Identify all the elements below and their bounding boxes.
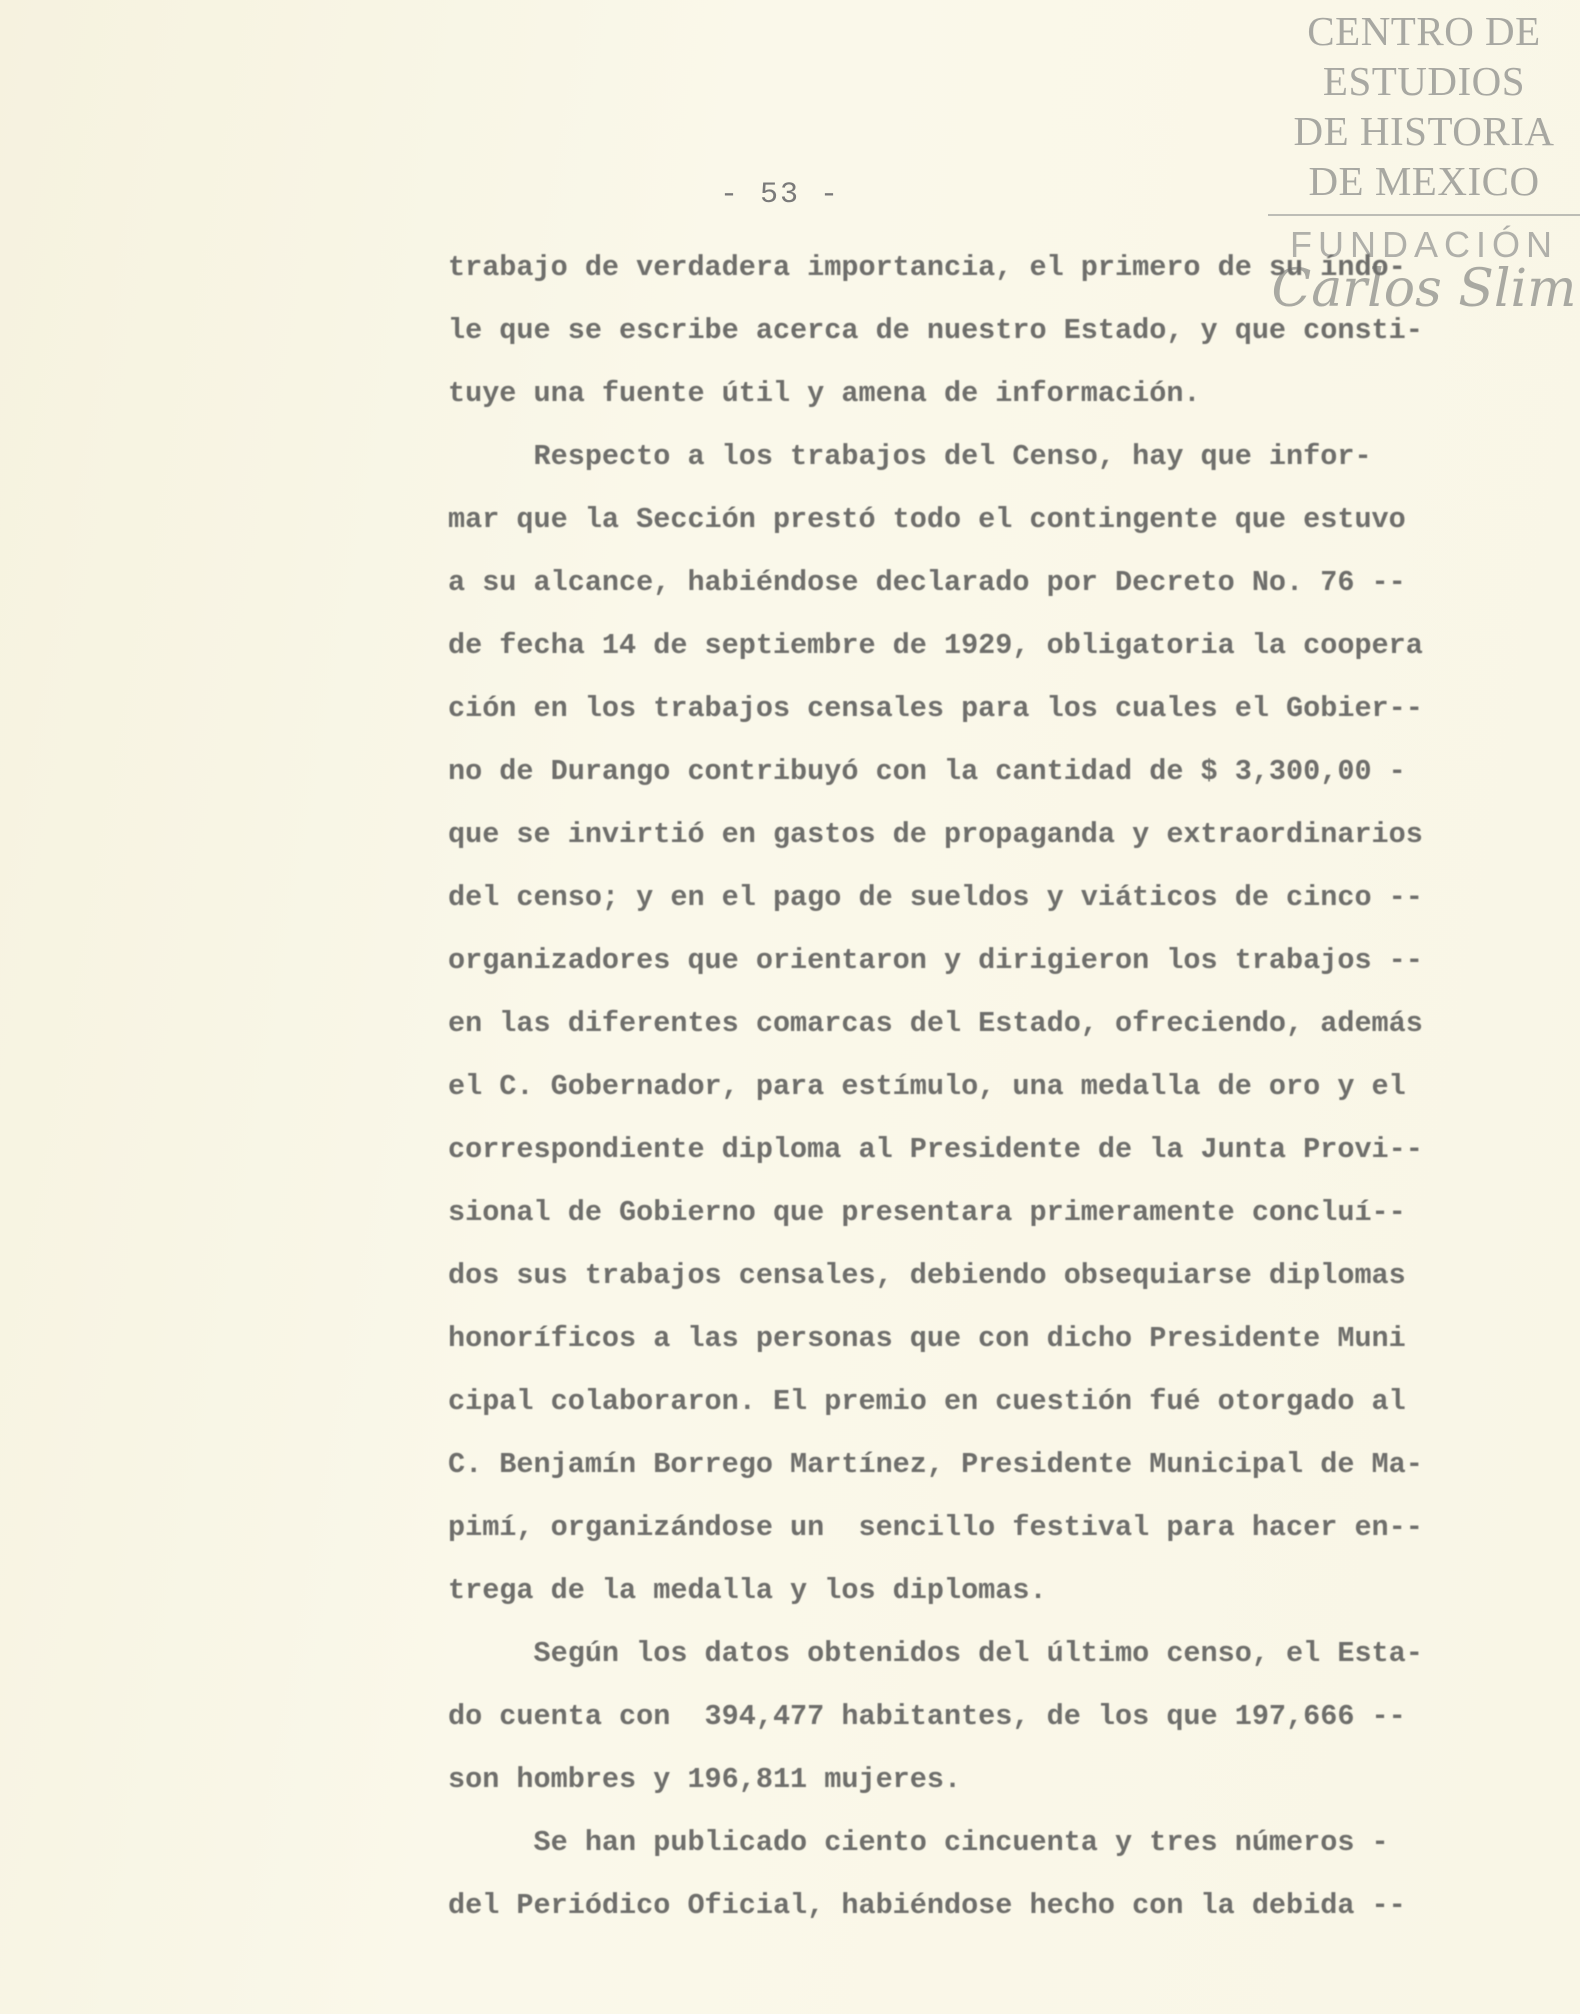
watermark-line-4: DE MEXICO xyxy=(1308,158,1540,204)
watermark-line-3: DE HISTORIA xyxy=(1293,108,1555,154)
text-line-7: de fecha 14 de septiembre de 1929, obligatoria la coopera xyxy=(448,629,1423,662)
watermark-line-1: CENTRO DE xyxy=(1307,8,1541,54)
text-line-19: cipal colaboraron. El premio en cuestión fué otorgado al xyxy=(448,1385,1406,1418)
text-line-18: honoríficos a las personas que con dicho Presidente Muni xyxy=(448,1322,1406,1355)
text-line-23: Según los datos obtenidos del último censo, el Esta- xyxy=(448,1637,1423,1670)
text-line-25: son hombres y 196,811 mujeres. xyxy=(448,1763,962,1796)
text-line-5: mar que la Sección prestó todo el contingente que estuvo xyxy=(448,503,1406,536)
text-line-26: Se han publicado ciento cincuenta y tres números - xyxy=(448,1826,1389,1859)
text-line-13: en las diferentes comarcas del Estado, ofreciendo, además xyxy=(448,1007,1423,1040)
text-line-16: sional de Gobierno que presentara primeramente concluí-- xyxy=(448,1196,1406,1229)
text-line-24: do cuenta con 394,477 habitantes, de los que 197,666 -- xyxy=(448,1700,1406,1733)
text-line-2: le que se escribe acerca de nuestro Estado, y que consti- xyxy=(448,314,1423,347)
text-line-17: dos sus trabajos censales, debiendo obsequiarse diplomas xyxy=(448,1259,1406,1292)
typewritten-text xyxy=(448,236,1508,1937)
text-line-22: trega de la medalla y los diplomas. xyxy=(448,1574,1047,1607)
text-line-15: correspondiente diploma al Presidente de la Junta Provi-- xyxy=(448,1133,1423,1166)
page-number: - 53 - xyxy=(719,178,841,212)
text-line-3: tuye una fuente útil y amena de información. xyxy=(448,377,1201,410)
text-line-14: el C. Gobernador, para estímulo, una medalla de oro y el xyxy=(448,1070,1406,1103)
text-line-10: que se invirtió en gastos de propaganda y extraordinarios xyxy=(448,818,1423,851)
text-line-8: ción en los trabajos censales para los cuales el Gobier-- xyxy=(448,692,1423,725)
text-line-11: del censo; y en el pago de sueldos y viáticos de cinco -- xyxy=(448,881,1423,914)
text-line-12: organizadores que orientaron y dirigieron los trabajos -- xyxy=(448,944,1423,977)
text-line-20: C. Benjamín Borrego Martínez, Presidente Municipal de Ma- xyxy=(448,1448,1423,1481)
text-line-1: trabajo de verdadera importancia, el primero de su índo- xyxy=(448,251,1406,284)
watermark-line-2: ESTUDIOS xyxy=(1322,58,1526,104)
watermark-foundation: FUNDACIÓN xyxy=(1290,224,1558,265)
text-line-6: a su alcance, habiéndose declarado por Decreto No. 76 -- xyxy=(448,566,1406,599)
text-line-27: del Periódico Oficial, habiéndose hecho con la debida -- xyxy=(448,1889,1406,1922)
text-line-4: Respecto a los trabajos del Censo, hay que infor- xyxy=(448,440,1372,473)
watermark-divider xyxy=(1268,214,1580,216)
text-line-9: no de Durango contribuyó con la cantidad de $ 3,300,00 - xyxy=(448,755,1406,788)
text-line-21: pimí, organizándose un sencillo festival para hacer en-- xyxy=(448,1511,1423,1544)
watermark-signature: Carlos Slim xyxy=(1271,259,1577,319)
